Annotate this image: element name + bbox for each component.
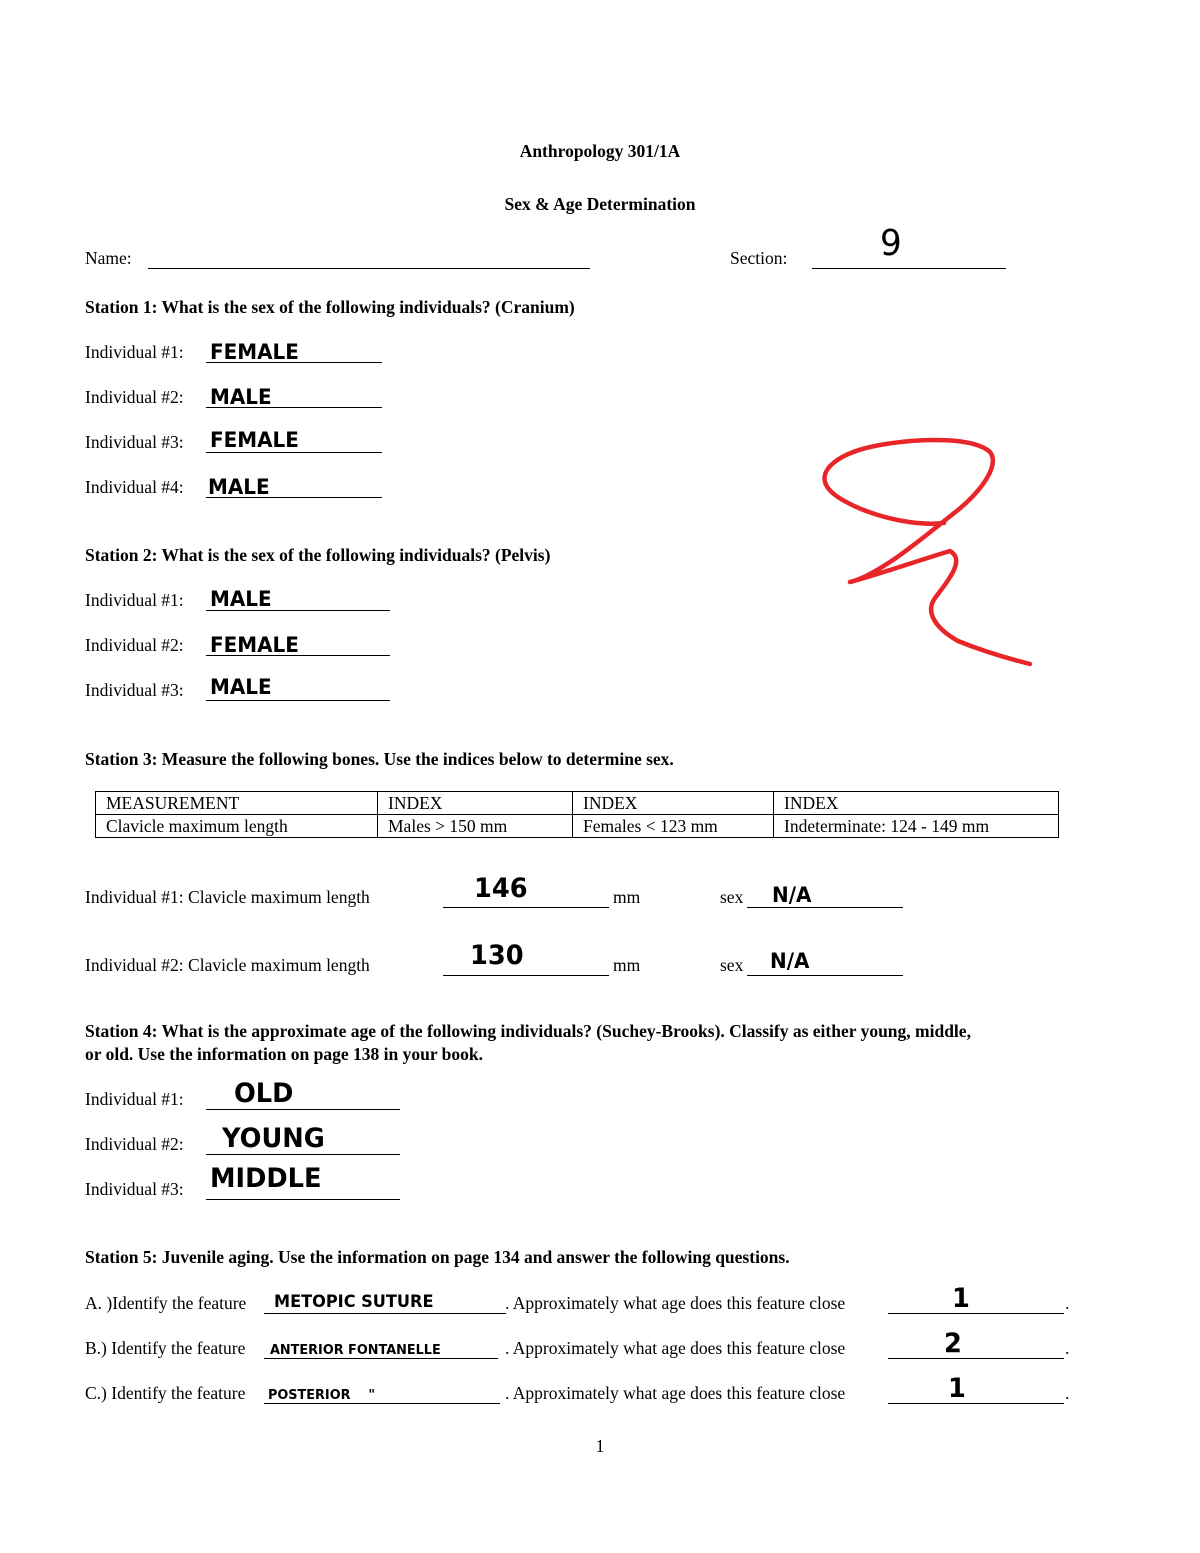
s2-individual1-answer: MALE (210, 587, 272, 611)
s3-individual1-sex-label: sex (720, 887, 744, 907)
s5-b-question: . Approximately what age does this feature close (505, 1338, 846, 1358)
s1-individual3-label: Individual #3: (85, 432, 184, 452)
s5-a-age: 1 (952, 1283, 970, 1314)
s2-individual2-label: Individual #2: (85, 635, 184, 655)
s3-individual2-sex: N/A (770, 949, 810, 973)
s5-a-label: A. )Identify the feature (85, 1293, 247, 1313)
station5-heading: Station 5: Juvenile aging. Use the information on page 134 and answer the following questions. (85, 1247, 790, 1267)
s4-individual3-label: Individual #3: (85, 1179, 184, 1199)
name-label: Name: (85, 248, 132, 268)
s2-individual2-answer: FEMALE (210, 633, 299, 657)
s5-b-age: 2 (944, 1328, 962, 1359)
course-title: Anthropology 301/1A (519, 141, 681, 161)
s1-individual4-label: Individual #4: (85, 477, 184, 497)
s5-c-age: 1 (948, 1373, 966, 1404)
s2-individual3-answer: MALE (210, 675, 272, 699)
table-cell: Males > 150 mm (378, 815, 573, 838)
station1-heading: Station 1: What is the sex of the following individuals? (Cranium) (85, 297, 575, 317)
document-title: Sex & Age Determination (504, 194, 696, 214)
s2-individual1-label: Individual #1: (85, 590, 184, 610)
s1-individual2-label: Individual #2: (85, 387, 184, 407)
s1-individual1-answer: FEMALE (210, 340, 299, 364)
s3-individual2-label: Individual #2: Clavicle maximum length (85, 955, 370, 975)
s1-individual3-answer: FEMALE (210, 428, 299, 452)
table-cell: Indeterminate: 124 - 149 mm (774, 815, 1059, 838)
s3-individual1-label: Individual #1: Clavicle maximum length (85, 887, 370, 907)
table-header-cell: MEASUREMENT (96, 792, 378, 815)
s5-c-label: C.) Identify the feature (85, 1383, 246, 1403)
station3-heading: Station 3: Measure the following bones. Use the indices below to determine sex. (85, 749, 674, 769)
s1-individual2-answer: MALE (210, 385, 272, 409)
page-number: 1 (595, 1436, 605, 1456)
s3-individual2-sex-label: sex (720, 955, 744, 975)
s4-individual2-label: Individual #2: (85, 1134, 184, 1154)
s5-b-period: . (1065, 1338, 1070, 1358)
station2-heading: Station 2: What is the sex of the following individuals? (Pelvis) (85, 545, 551, 565)
s5-c-question: . Approximately what age does this feature close (505, 1383, 846, 1403)
s1-individual1-label: Individual #1: (85, 342, 184, 362)
s2-individual3-label: Individual #3: (85, 680, 184, 700)
s5-a-feature: METOPIC SUTURE (274, 1292, 434, 1312)
s5-b-label: B.) Identify the feature (85, 1338, 246, 1358)
table-header-cell: INDEX (573, 792, 774, 815)
s3-individual1-length: 146 (474, 873, 528, 904)
table-header-cell: INDEX (378, 792, 573, 815)
section-label: Section: (730, 248, 788, 268)
s3-individual2-unit: mm (613, 955, 641, 975)
s1-individual4-answer: MALE (208, 475, 270, 499)
s5-a-period: . (1065, 1293, 1070, 1313)
s4-individual2-answer: YOUNG (222, 1123, 325, 1154)
signature-stroke (825, 440, 1030, 664)
station4-heading: Station 4: What is the approximate age of the following individuals? (Suchey-Brooks). Classify as either young, middle, (85, 1021, 971, 1041)
table-cell: Clavicle maximum length (96, 815, 378, 838)
s3-individual1-sex: N/A (772, 883, 812, 907)
s5-b-feature: ANTERIOR FONTANELLE (270, 1342, 441, 1358)
table-header-cell: INDEX (774, 792, 1059, 815)
s3-individual2-length: 130 (470, 940, 524, 971)
s5-c-feature: POSTERIOR " (268, 1387, 376, 1403)
s5-a-question: . Approximately what age does this feature close (505, 1293, 846, 1313)
section-answer: 9 (880, 223, 902, 264)
s5-c-period: . (1065, 1383, 1070, 1403)
station4-heading-cont: or old. Use the information on page 138 in your book. (85, 1044, 484, 1064)
s4-individual1-label: Individual #1: (85, 1089, 184, 1109)
s4-individual1-answer: OLD (234, 1078, 294, 1109)
s4-individual3-answer: MIDDLE (210, 1163, 322, 1194)
s3-individual1-unit: mm (613, 887, 641, 907)
table-cell: Females < 123 mm (573, 815, 774, 838)
